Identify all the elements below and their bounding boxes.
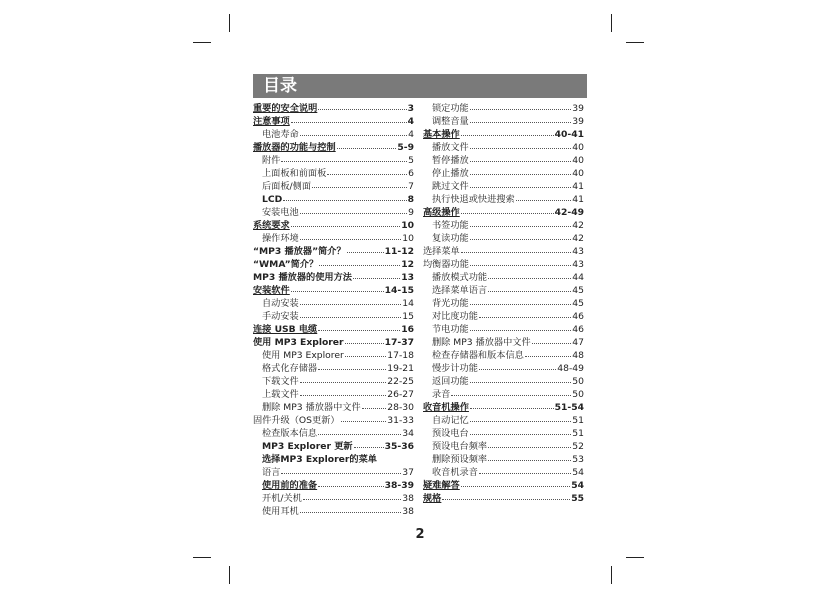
toc-header-bar — [253, 74, 587, 98]
toc-leader-dots — [345, 349, 387, 357]
toc-entry-page: 38 — [402, 493, 414, 504]
toc-leader-dots — [354, 440, 384, 448]
toc-entry-label: MP3 Explorer 更新 — [262, 441, 353, 452]
toc-entry-label: 格式化存储器 — [262, 363, 318, 374]
toc-leader-dots — [470, 258, 571, 266]
toc-entry-page: 19-21 — [387, 363, 414, 374]
toc-entry-page: 7 — [408, 181, 414, 192]
toc-entry-page: 13 — [401, 272, 414, 283]
toc-entry-label: 选择MP3 Explorer的菜单 — [262, 454, 377, 465]
toc-entry[interactable] — [423, 206, 584, 219]
toc-entry-label: 删除 MP3 播放器中文件 — [432, 337, 531, 348]
toc-entry[interactable] — [423, 349, 584, 362]
toc-entry[interactable] — [423, 180, 584, 193]
toc-entry-label: 暂停播放 — [432, 155, 469, 166]
toc-entry[interactable] — [253, 154, 414, 167]
toc-leader-dots — [470, 154, 572, 162]
toc-entry[interactable] — [423, 115, 584, 128]
toc-entry-label: 预设电台 — [432, 428, 469, 439]
toc-entry-page: 4 — [408, 129, 414, 140]
toc-entry-page: 12 — [401, 259, 414, 270]
toc-leader-dots — [300, 206, 407, 214]
toc-leader-dots — [461, 245, 572, 253]
toc-entry-page: 6 — [408, 168, 414, 179]
toc-entry-label: 跳过文件 — [432, 181, 469, 192]
toc-entry-label: “MP3 播放器”简介？ — [253, 246, 346, 257]
toc-leader-dots — [470, 375, 572, 383]
toc-entry-page: 40 — [572, 142, 584, 153]
toc-entry-label: 后面板/侧面 — [262, 181, 312, 192]
toc-entry[interactable] — [253, 219, 414, 232]
toc-entry-page: 4 — [407, 116, 414, 127]
toc-entry-page: 46 — [572, 324, 584, 335]
toc-leader-dots — [291, 115, 407, 123]
toc-entry-label: LCD — [262, 194, 283, 205]
toc-leader-dots — [312, 180, 407, 188]
toc-entry[interactable] — [253, 232, 414, 245]
toc-leader-dots — [470, 141, 572, 149]
toc-entry-label: MP3 播放器的使用方法 — [253, 272, 352, 283]
toc-entry[interactable] — [423, 232, 584, 245]
toc-leader-dots — [283, 193, 406, 201]
toc-entry-label: 删除 MP3 播放器中文件 — [262, 402, 361, 413]
toc-entry-label: 上面板和前面板 — [262, 168, 327, 179]
toc-entry[interactable] — [253, 323, 414, 336]
toc-leader-dots — [470, 232, 572, 240]
toc-leader-dots — [470, 323, 572, 331]
toc-entry-page: 3 — [407, 103, 414, 114]
crop-mark — [229, 566, 230, 584]
toc-entry-page: 10 — [402, 233, 414, 244]
crop-mark — [626, 42, 644, 43]
toc-entry-label: 返回功能 — [432, 376, 469, 387]
toc-leader-dots — [318, 427, 401, 435]
toc-entry-label: 慢步计功能 — [432, 363, 478, 374]
toc-entry-page: 15 — [402, 311, 414, 322]
toc-entry[interactable] — [253, 193, 414, 206]
toc-entry-label: 对比度功能 — [432, 311, 478, 322]
toc-entry[interactable] — [423, 310, 584, 323]
toc-leader-dots — [479, 310, 571, 318]
toc-entry-page: 46 — [572, 311, 584, 322]
toc-entry-label: 播放模式功能 — [432, 272, 488, 283]
toc-leader-dots — [442, 492, 570, 500]
toc-entry-page: 39 — [572, 103, 584, 114]
toc-entry-label: 播放文件 — [432, 142, 469, 153]
toc-entry[interactable] — [423, 453, 584, 466]
toc-entry-label: 录音 — [432, 389, 451, 400]
toc-entry-label: 重要的安全说明 — [253, 103, 318, 114]
toc-entry-page: 42 — [572, 220, 584, 231]
toc-entry-label: 安装软件 — [253, 285, 290, 296]
toc-entry-page: 39 — [572, 116, 584, 127]
toc-entry[interactable] — [253, 440, 414, 453]
toc-entry-page: 8 — [407, 194, 414, 205]
toc-entry[interactable] — [253, 401, 414, 414]
toc-leader-dots — [470, 427, 572, 435]
toc-entry-label: 执行快退或快进搜索 — [432, 194, 515, 205]
toc-entry[interactable] — [423, 284, 584, 297]
toc-entry-page: 37 — [402, 467, 414, 478]
toc-entry-label: 预设电台频率 — [432, 441, 488, 452]
toc-entry[interactable] — [253, 245, 414, 258]
toc-entry[interactable] — [423, 258, 584, 271]
toc-entry-page: 17-37 — [384, 337, 414, 348]
toc-entry-label: 连接 USB 电缆 — [253, 324, 318, 335]
toc-leader-dots — [532, 336, 572, 344]
toc-entry-label: 停止播放 — [432, 168, 469, 179]
toc-leader-dots — [300, 297, 402, 305]
toc-entry[interactable] — [423, 271, 584, 284]
toc-entry[interactable] — [423, 466, 584, 479]
toc-entry[interactable] — [253, 141, 414, 154]
toc-entry-page: 43 — [572, 246, 584, 257]
toc-entry-label: 基本操作 — [423, 129, 460, 140]
toc-leader-dots — [470, 167, 572, 175]
toc-entry-label: 复读功能 — [432, 233, 469, 244]
toc-entry-label: 调整音量 — [432, 116, 469, 127]
toc-entry-page: 51 — [572, 428, 584, 439]
toc-entry-page: 40 — [572, 155, 584, 166]
toc-entry[interactable] — [253, 427, 414, 440]
toc-entry-page: 42 — [572, 233, 584, 244]
toc-entry-page: 22-25 — [387, 376, 414, 387]
toc-entry-page: 54 — [572, 467, 584, 478]
toc-entry-label: 自动安装 — [262, 298, 299, 309]
toc-leader-dots — [318, 479, 383, 487]
toc-leader-dots — [479, 466, 571, 474]
toc-entry[interactable] — [253, 505, 414, 518]
toc-entry-page: 40 — [572, 168, 584, 179]
toc-entry[interactable] — [423, 492, 584, 505]
toc-entry-label: 手动安装 — [262, 311, 299, 322]
toc-entry[interactable] — [423, 336, 584, 349]
toc-entry-page: 48-49 — [557, 363, 584, 374]
toc-leader-dots — [300, 310, 402, 318]
toc-entry-page: 41 — [572, 181, 584, 192]
toc-entry[interactable] — [253, 128, 414, 141]
toc-entry[interactable] — [253, 349, 414, 362]
toc-entry[interactable] — [253, 258, 414, 271]
toc-entry-page: 31-33 — [387, 415, 414, 426]
toc-leader-dots — [488, 284, 571, 292]
crop-mark — [611, 14, 612, 32]
toc-entry-label: 背光功能 — [432, 298, 469, 309]
toc-leader-dots — [300, 388, 387, 396]
toc-entry-label: 使用耳机 — [262, 506, 299, 517]
toc-entry-page: 11-12 — [384, 246, 414, 257]
toc-entry-page: 50 — [572, 389, 584, 400]
toc-entry[interactable] — [253, 297, 414, 310]
toc-entry-label: 自动记忆 — [432, 415, 469, 426]
toc-entry[interactable] — [253, 375, 414, 388]
toc-entry-page: 14 — [402, 298, 414, 309]
toc-entry[interactable] — [253, 336, 414, 349]
toc-entry[interactable] — [423, 414, 584, 427]
toc-entry-label: 收音机录音 — [432, 467, 478, 478]
toc-entry-page: 38-39 — [384, 480, 414, 491]
toc-entry-page: 52 — [572, 441, 584, 452]
toc-entry[interactable] — [253, 271, 414, 284]
toc-leader-dots — [516, 193, 572, 201]
toc-leader-dots — [345, 336, 384, 344]
toc-entry-page: 16 — [401, 324, 414, 335]
toc-leader-dots — [488, 271, 571, 279]
toc-leader-dots — [337, 141, 397, 149]
toc-entry-page: 47 — [572, 337, 584, 348]
toc-entry-page: 14-15 — [384, 285, 414, 296]
toc-entry[interactable] — [423, 479, 584, 492]
toc-leader-dots — [461, 128, 554, 136]
crop-mark — [611, 566, 612, 584]
toc-entry-label: 语言 — [262, 467, 281, 478]
toc-title: 目录 — [263, 76, 297, 96]
toc-entry-page: 38 — [402, 506, 414, 517]
toc-entry[interactable] — [423, 427, 584, 440]
toc-entry-label: 均衡器功能 — [423, 259, 469, 270]
toc-entry[interactable] — [253, 102, 414, 115]
toc-leader-dots — [318, 102, 406, 110]
toc-entry-page: 34 — [402, 428, 414, 439]
toc-leader-dots — [281, 466, 401, 474]
toc-entry-page: 42-49 — [554, 207, 584, 218]
toc-entry-page: 5-9 — [397, 142, 414, 153]
toc-entry-page: 35-36 — [384, 441, 414, 452]
toc-leader-dots — [451, 388, 571, 396]
toc-entry[interactable] — [423, 102, 584, 115]
toc-entry-label: 下载文件 — [262, 376, 299, 387]
toc-leader-dots — [525, 349, 571, 357]
toc-leader-dots — [470, 401, 554, 409]
toc-entry-page: 17-18 — [387, 350, 414, 361]
toc-entry[interactable] — [423, 154, 584, 167]
toc-entry[interactable] — [423, 141, 584, 154]
toc-entry[interactable] — [423, 245, 584, 258]
toc-leader-dots — [327, 167, 407, 175]
toc-entry-label: 开机/关机 — [262, 493, 302, 504]
toc-leader-dots — [300, 128, 407, 136]
toc-entry-label: 选择菜单语言 — [432, 285, 488, 296]
crop-mark — [626, 557, 644, 558]
toc-entry[interactable] — [423, 167, 584, 180]
toc-entry-label: 书签功能 — [432, 220, 469, 231]
toc-entry-label: 规格 — [423, 493, 442, 504]
toc-entry-label: 使用 MP3 Explorer — [262, 350, 344, 361]
toc-entry[interactable] — [253, 466, 414, 479]
toc-leader-dots — [470, 297, 572, 305]
toc-entry-label: 节电功能 — [432, 324, 469, 335]
toc-entry-page: 53 — [572, 454, 584, 465]
toc-entry[interactable] — [423, 440, 584, 453]
toc-entry[interactable] — [253, 167, 414, 180]
toc-leader-dots — [470, 180, 572, 188]
toc-entry[interactable] — [253, 492, 414, 505]
toc-entry-page: 55 — [571, 493, 584, 504]
toc-leader-dots — [461, 479, 570, 487]
toc-entry-label: 锁定功能 — [432, 103, 469, 114]
toc-leader-dots — [470, 115, 572, 123]
toc-entry[interactable] — [253, 115, 414, 128]
toc-entry-page: 41 — [572, 194, 584, 205]
toc-entry-page: 40-41 — [554, 129, 584, 140]
toc-leader-dots — [318, 323, 400, 331]
toc-entry-page: 44 — [572, 272, 584, 283]
toc-entry-page: 10 — [401, 220, 414, 231]
toc-leader-dots — [300, 232, 402, 240]
toc-entry[interactable] — [423, 128, 584, 141]
toc-entry[interactable] — [423, 375, 584, 388]
toc-entry-page: 48 — [572, 350, 584, 361]
toc-leader-dots — [479, 362, 556, 370]
toc-entry[interactable] — [423, 297, 584, 310]
toc-left-column — [253, 102, 414, 518]
toc-entry[interactable] — [423, 401, 584, 414]
toc-entry-page: 9 — [408, 207, 414, 218]
toc-entry[interactable] — [253, 388, 414, 401]
toc-right-column — [423, 102, 584, 505]
toc-entry-page: 54 — [571, 480, 584, 491]
toc-entry-label: 注意事项 — [253, 116, 290, 127]
toc-leader-dots — [353, 271, 400, 279]
toc-entry[interactable] — [253, 310, 414, 323]
toc-leader-dots — [470, 414, 572, 422]
toc-entry-page: 45 — [572, 285, 584, 296]
toc-entry-label: 上载文件 — [262, 389, 299, 400]
toc-leader-dots — [488, 440, 571, 448]
toc-leader-dots — [347, 245, 384, 253]
toc-leader-dots — [291, 284, 384, 292]
toc-leader-dots — [281, 154, 407, 162]
toc-leader-dots — [303, 492, 401, 500]
toc-entry-label: 使用前的准备 — [262, 480, 318, 491]
toc-entry[interactable] — [253, 206, 414, 219]
toc-entry[interactable] — [423, 193, 584, 206]
toc-leader-dots — [291, 219, 400, 227]
toc-leader-dots — [318, 362, 386, 370]
toc-leader-dots — [300, 375, 387, 383]
toc-entry-page: 51-54 — [554, 402, 584, 413]
toc-leader-dots — [319, 258, 400, 266]
toc-entry[interactable] — [253, 453, 414, 466]
crop-mark — [229, 14, 230, 32]
toc-entry-label: 操作环境 — [262, 233, 299, 244]
toc-entry-label: 选择菜单 — [423, 246, 460, 257]
toc-entry-page: 26-27 — [387, 389, 414, 400]
toc-leader-dots — [362, 401, 387, 409]
toc-entry-label: 播放器的功能与控制 — [253, 142, 336, 153]
toc-entry[interactable] — [423, 362, 584, 375]
toc-entry-label: 固件升级（OS更新） — [253, 415, 340, 426]
crop-mark — [193, 557, 211, 558]
toc-leader-dots — [470, 219, 572, 227]
toc-entry[interactable] — [253, 180, 414, 193]
toc-entry[interactable] — [253, 362, 414, 375]
toc-entry-label: “WMA”简介？ — [253, 259, 319, 270]
page-number: 2 — [415, 527, 425, 542]
toc-entry-label: 收音机操作 — [423, 402, 469, 413]
toc-entry-page: 45 — [572, 298, 584, 309]
toc-entry-label: 系统要求 — [253, 220, 290, 231]
toc-entry-page: 28-30 — [387, 402, 414, 413]
toc-entry-label: 安装电池 — [262, 207, 299, 218]
toc-leader-dots — [300, 505, 402, 513]
toc-entry[interactable] — [253, 479, 414, 492]
toc-leader-dots — [470, 102, 572, 110]
toc-entry-label: 高级操作 — [423, 207, 460, 218]
toc-entry[interactable] — [423, 219, 584, 232]
toc-entry-label: 疑难解答 — [423, 480, 460, 491]
toc-entry-page: 5 — [408, 155, 414, 166]
toc-leader-dots — [341, 414, 387, 422]
toc-entry-page: 43 — [572, 259, 584, 270]
toc-entry-label: 使用 MP3 Explorer — [253, 337, 344, 348]
toc-entry[interactable] — [423, 388, 584, 401]
toc-entry-page: 51 — [572, 415, 584, 426]
toc-leader-dots — [488, 453, 571, 461]
toc-entry-label: 附件 — [262, 155, 281, 166]
toc-entry-label: 检查版本信息 — [262, 428, 318, 439]
toc-entry-label: 删除预设频率 — [432, 454, 488, 465]
toc-entry-label: 电池寿命 — [262, 129, 299, 140]
toc-entry-page: 50 — [572, 376, 584, 387]
toc-entry[interactable] — [423, 323, 584, 336]
toc-leader-dots — [461, 206, 554, 214]
toc-entry[interactable] — [253, 414, 414, 427]
toc-entry-label: 检查存储器和版本信息 — [432, 350, 524, 361]
toc-entry[interactable] — [253, 284, 414, 297]
crop-mark — [193, 42, 211, 43]
